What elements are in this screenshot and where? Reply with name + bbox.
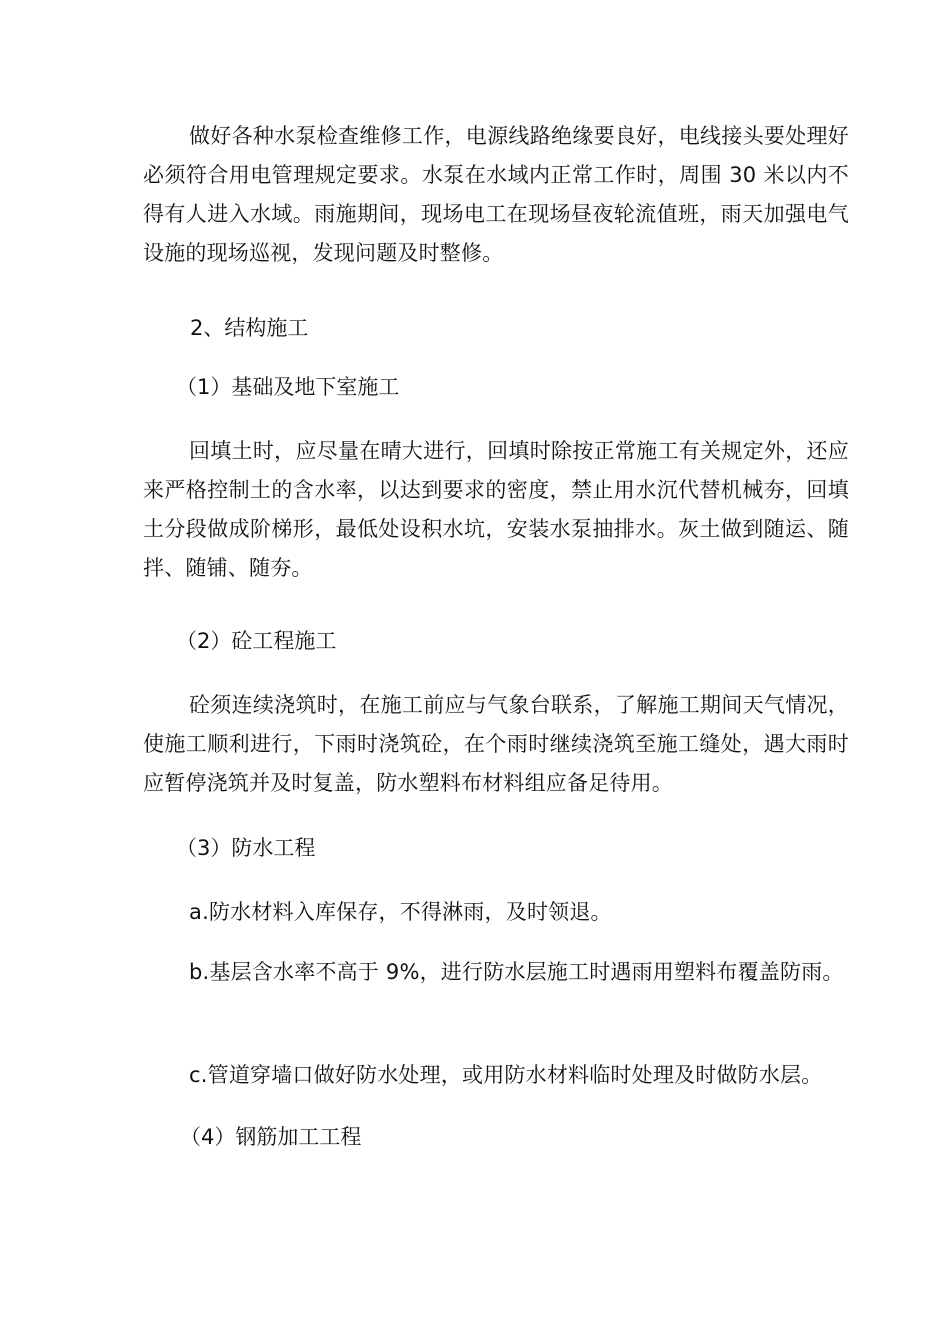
section-heading-structure: 2、结构施工 bbox=[190, 316, 309, 340]
subheading-concrete: （2）砼工程施工 bbox=[176, 629, 337, 653]
subheading-waterproofing: （3）防水工程 bbox=[176, 836, 316, 860]
subheading-rebar: （4）钢筋加工工程 bbox=[180, 1125, 362, 1149]
paragraph-backfill: 回填土时，应尽量在晴大进行，回填时除按正常施工有关规定外，还应来严格控制土的含水率，以达到要求的密度，禁止用水沉代替机械夯，回填土分段做成阶梯形，最低处设积水坑，安装水泵抽排水。灰土做到随运、随拌、随铺、随夯。 bbox=[143, 439, 849, 580]
subheading-foundation: （1）基础及地下室施工 bbox=[176, 375, 400, 399]
paragraph-electrical-safety: 做好各种水泵检查维修工作，电源线路绝缘要良好，电线接头要处理好必须符合用电管理规定要求。水泵在水域内正常工作时，周围 30 米以内不得有人进入水域。雨施期间，现场电工在现场昼夜轮流值班，雨天加强电气设施的现场巡视，发现问题及时整修。 bbox=[143, 124, 849, 265]
list-item-c: c.管道穿墙口做好防水处理，或用防水材料临时处理及时做防水层。 bbox=[189, 1063, 823, 1087]
list-item-b: b.基层含水率不高于 9%，进行防水层施工时遇雨用塑料布覆盖防雨。 bbox=[189, 960, 844, 984]
list-item-a: a.防水材料入库保存，不得淋雨，及时领退。 bbox=[189, 900, 612, 924]
paragraph-concrete: 砼须连续浇筑时，在施工前应与气象台联系，了解施工期间天气情况，使施工顺利进行，下雨时浇筑砼，在个雨时继续浇筑至施工缝处，遇大雨时应暂停浇筑并及时复盖，防水塑料布材料组应备足待用。 bbox=[143, 693, 849, 795]
